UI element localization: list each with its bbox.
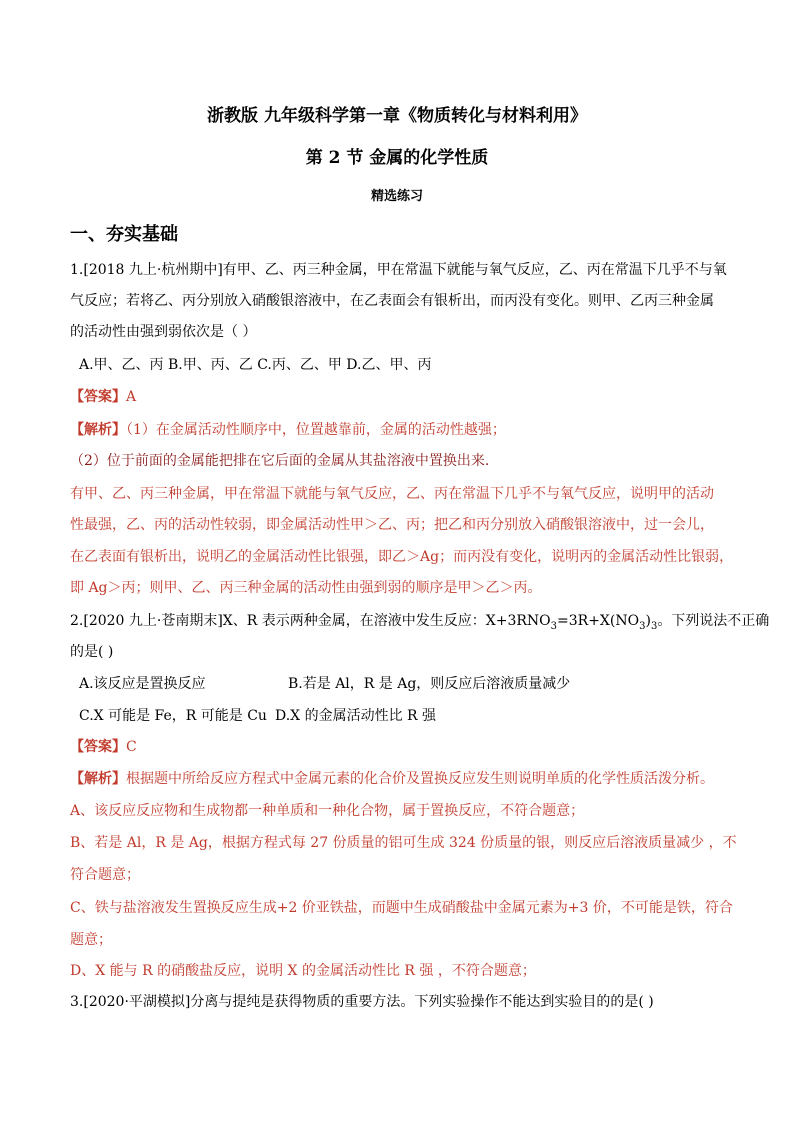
answer-label: 【答案】 bbox=[70, 389, 126, 405]
q2-analysis-5: C、铁与盐溶液发生置换反应生成+2 价亚铁盐，而题中生成硝酸盐中金属元素为+3 价，不可能是铁，符合 bbox=[70, 900, 733, 916]
q2-analysis-2: A、该反应反应物和生成物都一种单质和一种化合物，属于置换反应，不符合题意； bbox=[70, 803, 585, 819]
subtitle: 精选练习 bbox=[370, 189, 423, 204]
q2-stem-line-1 bbox=[70, 612, 769, 636]
q1-analysis-1 bbox=[70, 421, 506, 439]
q1-stem-line-3: 的活动性由强到弱依次是（ ） bbox=[70, 324, 257, 340]
q2-analysis-7: D、X 能与 R 的硝酸盐反应，说明 X 的金属活动性比 R 强 ，不符合题意； bbox=[70, 963, 536, 979]
subscript: 3 bbox=[650, 620, 658, 632]
q1-options: A.甲、乙、丙 B.甲、丙、乙 C.丙、乙、甲 D.乙、甲、丙 bbox=[79, 357, 432, 373]
q2-stem-text-b: =3R+X(NO bbox=[557, 613, 640, 629]
section-title: 第 2 节 金属的化学性质 bbox=[305, 148, 489, 168]
q2-analysis-1 bbox=[70, 770, 714, 788]
analysis-text: （1）在金属活动性顺序中，位置越靠前，金属的活动性越强； bbox=[126, 422, 506, 438]
answer-label: 【答案】 bbox=[70, 739, 126, 755]
q2-analysis-4: 符合题意； bbox=[70, 867, 140, 883]
document-title: 浙教版 九年级科学第一章《物质转化与材料利用》 bbox=[207, 106, 587, 126]
q2-stem-line-2: 的是( ) bbox=[70, 644, 114, 660]
subscript: 3 bbox=[639, 620, 646, 632]
q1-answer bbox=[70, 388, 136, 406]
q1-analysis-4: 性最强，乙、丙的活动性较弱，即金属活动性甲＞乙、丙；把乙和丙分别放入硝酸银溶液中，过一会儿， bbox=[70, 517, 714, 533]
q1-analysis-6: 即 Ag＞丙；则甲、乙、丙三种金属的活动性由强到弱的顺序是甲＞乙＞丙。 bbox=[70, 580, 542, 596]
answer-value: A bbox=[126, 389, 137, 405]
q2-answer bbox=[70, 738, 137, 756]
analysis-label: 【解析】 bbox=[70, 422, 126, 438]
q1-analysis-5: 在乙表面有银析出，说明乙的金属活动性比银强，即乙＞Ag；而丙没有变化，说明丙的金属活动性比银弱， bbox=[70, 549, 734, 565]
q1-analysis-3: 有甲、乙、丙三种金属，甲在常温下就能与氧气反应，乙、丙在常温下几乎不与氧气反应，说明甲的活动 bbox=[70, 486, 714, 502]
q2-stem-text-c: ) bbox=[645, 613, 651, 629]
q2-stem-text-a: 2.[2020 九上·苍南期末]X、R 表示两种金属，在溶液中发生反应：X+3RNO bbox=[70, 613, 551, 629]
q1-stem-line-2: 气反应；若将乙、丙分别放入硝酸银溶液中，在乙表面会有银析出，而丙没有变化。则甲、乙丙三种金属 bbox=[70, 293, 714, 309]
q1-stem-line-1: 1.[2018 九上·杭州期中]有甲、乙、丙三种金属，甲在常温下就能与氧气反应，乙、丙在常温下几乎不与氧 bbox=[70, 262, 727, 278]
q2-option-c: C.X 可能是 Fe，R 可能是 Cu bbox=[79, 708, 267, 724]
q2-analysis-3: B、若是 Al，R 是 Ag，根据方程式每 27 份质量的铝可生成 324 份质量的银，则反应后溶液质量减少 ，不 bbox=[70, 835, 737, 851]
q2-option-d: D.X 的金属活动性比 R 强 bbox=[275, 708, 437, 724]
subscript: 3 bbox=[550, 620, 558, 632]
analysis-text: 根据题中所给反应方程式中金属元素的化合价及置换反应发生则说明单质的化学性质活泼分析。 bbox=[126, 771, 714, 787]
q1-analysis-2: （2）位于前面的金属能把排在它后面的金属从其盐溶液中置换出来. bbox=[70, 453, 490, 469]
answer-value: C bbox=[126, 739, 137, 755]
q2-option-b: B.若是 Al，R 是 Ag，则反应后溶液质量减少 bbox=[288, 676, 571, 692]
q2-analysis-6: 题意； bbox=[70, 932, 112, 948]
part1-heading: 一、夯实基础 bbox=[70, 224, 178, 245]
q3-stem-line-1: 3.[2020·平湖模拟]分离与提纯是获得物质的重要方法。下列实验操作不能达到实验目的的是( ) bbox=[70, 994, 654, 1010]
q2-option-a: A.该反应是置换反应 bbox=[79, 676, 206, 692]
q2-stem-text-d: 。下列说法不正确 bbox=[657, 613, 770, 629]
analysis-label: 【解析】 bbox=[70, 771, 126, 787]
